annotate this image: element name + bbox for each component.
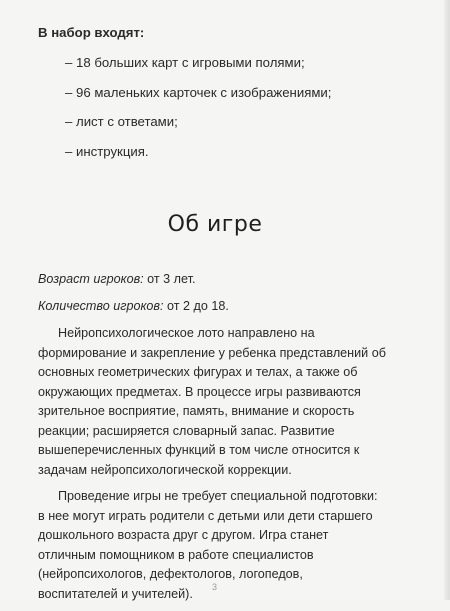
paragraph: Нейропсихологическое лото направлено на формирование и закрепление у ребенка представлений об основных геометрических фигурах и телах, а также об окружающих предметах. В процессе игры развиваются зрительное восприятие, память, внимание и скорость реакции; расширяется словарный запас. Развитие вышеперечисленных функций в том числе относится к задачам нейропсихологической коррекции. <box>38 326 386 477</box>
kit-item: – инструкция. <box>65 144 149 160</box>
kit-contents <box>38 24 378 173</box>
game-meta <box>38 270 398 325</box>
page-number: 3 <box>212 582 218 592</box>
players-line <box>38 297 398 315</box>
kit-item: – 96 маленьких карточек с изображениями; <box>65 84 332 100</box>
paragraph: Проведение игры не требует специальной подготовки: в нее могут играть родители с детьми или дети старшего дошкольного возраста друг с другом. Игра станет отличным помощником в работе специалистов (нейропсихологов, дефектологов, логопедов, воспитателей и учителей). <box>38 489 378 601</box>
players-value: от 2 до 18. <box>163 299 229 314</box>
kit-item: – лист с ответами; <box>65 114 178 130</box>
page-edge <box>444 0 450 600</box>
body-text <box>38 324 386 611</box>
age-value: от 3 лет. <box>143 272 196 286</box>
kit-item: – 18 больших карт с игровыми полями; <box>65 54 305 70</box>
players-label: Количество игроков: <box>38 299 164 314</box>
section-title: Об игре <box>167 212 263 237</box>
age-label: Возраст игроков: <box>38 272 144 286</box>
kit-title: В набор входят: <box>38 25 145 40</box>
age-line <box>38 270 398 288</box>
